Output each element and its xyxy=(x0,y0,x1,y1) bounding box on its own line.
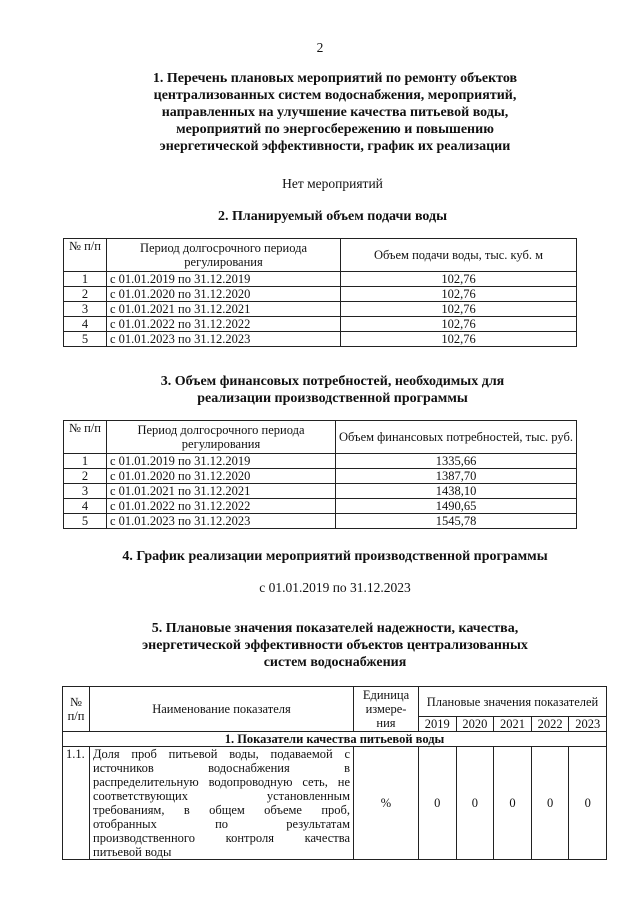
header-year: 2020 xyxy=(456,717,494,732)
cell-num: 1 xyxy=(64,454,107,469)
section4-period: с 01.01.2019 по 31.12.2023 xyxy=(259,580,411,595)
header-num: № п/п xyxy=(63,687,90,732)
cell-num: 2 xyxy=(64,469,107,484)
cell-period: с 01.01.2019 по 31.12.2019 xyxy=(107,454,336,469)
name-line: Доля проб питьевой воды, подаваемой с xyxy=(93,747,350,761)
cell-num: 3 xyxy=(64,302,107,317)
name-line: питьевой воды xyxy=(93,845,172,859)
header-num: № п/п xyxy=(64,239,107,272)
title-line: мероприятий по энергосбережению и повышению xyxy=(176,122,494,137)
section4-title: 4. График реализации мероприятий производственной программы xyxy=(122,549,548,564)
cell-num: 4 xyxy=(64,499,107,514)
cell-period: с 01.01.2020 по 31.12.2020 xyxy=(107,287,341,302)
cell-period: с 01.01.2019 по 31.12.2019 xyxy=(107,272,341,287)
indicators-table xyxy=(62,686,607,860)
water-supply-table xyxy=(63,238,577,347)
cell-value: 102,76 xyxy=(341,287,577,302)
header-volume: Объем подачи воды, тыс. куб. м xyxy=(341,239,577,272)
header-year: 2023 xyxy=(569,717,607,732)
header-period: Период долгосрочного периода регулирования xyxy=(107,421,336,454)
table-row xyxy=(64,332,577,347)
cell-value: 1438,10 xyxy=(336,484,577,499)
header-year: 2021 xyxy=(494,717,532,732)
group-row: 1. Показатели качества питьевой воды xyxy=(63,732,607,747)
title-line: энергетической эффективности, график их реализации xyxy=(159,139,511,154)
cell-period: с 01.01.2022 по 31.12.2022 xyxy=(107,317,341,332)
name-line: распределительную водопроводную сеть, не xyxy=(93,775,350,789)
cell-num: 4 xyxy=(64,317,107,332)
cell-value: 1545,78 xyxy=(336,514,577,529)
cell-value: 102,76 xyxy=(341,332,577,347)
finance-table xyxy=(63,420,577,529)
table-row xyxy=(64,272,577,287)
table-row xyxy=(64,302,577,317)
row-name xyxy=(90,747,354,860)
header-year: 2019 xyxy=(419,717,457,732)
header-unit: Единица измере-ния xyxy=(354,687,419,732)
table-row xyxy=(64,484,577,499)
header-period: Период долгосрочного периода регулирования xyxy=(107,239,341,272)
header-finance: Объем финансовых потребностей, тыс. руб. xyxy=(336,421,577,454)
title-line: централизованных систем водоснабжения, мероприятий, xyxy=(153,88,517,103)
title-line: направленных на улучшение качества питьевой воды, xyxy=(161,105,509,120)
name-line: соответствующих установленным xyxy=(93,789,350,803)
cell-period: с 01.01.2023 по 31.12.2023 xyxy=(107,332,341,347)
name-line: отобранных по результатам xyxy=(93,817,350,831)
row-unit: % xyxy=(354,747,419,860)
title-line: систем водоснабжения xyxy=(263,655,407,670)
table-row xyxy=(64,317,577,332)
row-value: 0 xyxy=(531,747,569,860)
cell-period: с 01.01.2023 по 31.12.2023 xyxy=(107,514,336,529)
cell-period: с 01.01.2020 по 31.12.2020 xyxy=(107,469,336,484)
section1-note: Нет мероприятий xyxy=(282,176,383,191)
cell-value: 102,76 xyxy=(341,272,577,287)
cell-num: 1 xyxy=(64,272,107,287)
cell-value: 1490,65 xyxy=(336,499,577,514)
cell-value: 102,76 xyxy=(341,317,577,332)
cell-value: 102,76 xyxy=(341,302,577,317)
table-row xyxy=(64,514,577,529)
name-line: требованиям, в общем объеме проб, xyxy=(93,803,350,817)
cell-num: 3 xyxy=(64,484,107,499)
table-row xyxy=(64,287,577,302)
title-line: энергетической эффективности объектов централизованных xyxy=(142,638,528,653)
header-name: Наименование показателя xyxy=(90,687,354,732)
page-number: 2 xyxy=(316,40,324,55)
section3-title xyxy=(0,373,640,407)
row-value: 0 xyxy=(569,747,607,860)
section1-title xyxy=(0,70,640,155)
cell-num: 5 xyxy=(64,332,107,347)
cell-value: 1335,66 xyxy=(336,454,577,469)
title-line: 1. Перечень плановых мероприятий по ремонту объектов xyxy=(152,71,518,86)
title-line: 5. Плановые значения показателей надежности, качества, xyxy=(151,621,519,636)
title-line: реализации производственной программы xyxy=(197,391,468,406)
row-value: 0 xyxy=(419,747,457,860)
cell-period: с 01.01.2021 по 31.12.2021 xyxy=(107,484,336,499)
title-line: 3. Объем финансовых потребностей, необходимых для xyxy=(160,374,505,389)
table-row xyxy=(64,469,577,484)
row-num: 1.1. xyxy=(63,747,90,860)
name-line: источников водоснабжения в xyxy=(93,761,350,775)
name-line: производственного контроля качества xyxy=(93,831,350,845)
cell-period: с 01.01.2021 по 31.12.2021 xyxy=(107,302,341,317)
cell-num: 5 xyxy=(64,514,107,529)
header-year: 2022 xyxy=(531,717,569,732)
section2-title: 2. Планируемый объем подачи воды xyxy=(217,209,448,224)
table-row xyxy=(64,499,577,514)
row-value: 0 xyxy=(494,747,532,860)
section5-title xyxy=(0,620,640,671)
header-planned: Плановые значения показателей xyxy=(419,687,607,717)
cell-value: 1387,70 xyxy=(336,469,577,484)
cell-num: 2 xyxy=(64,287,107,302)
header-num: № п/п xyxy=(64,421,107,454)
cell-period: с 01.01.2022 по 31.12.2022 xyxy=(107,499,336,514)
row-value: 0 xyxy=(456,747,494,860)
table-row xyxy=(64,454,577,469)
